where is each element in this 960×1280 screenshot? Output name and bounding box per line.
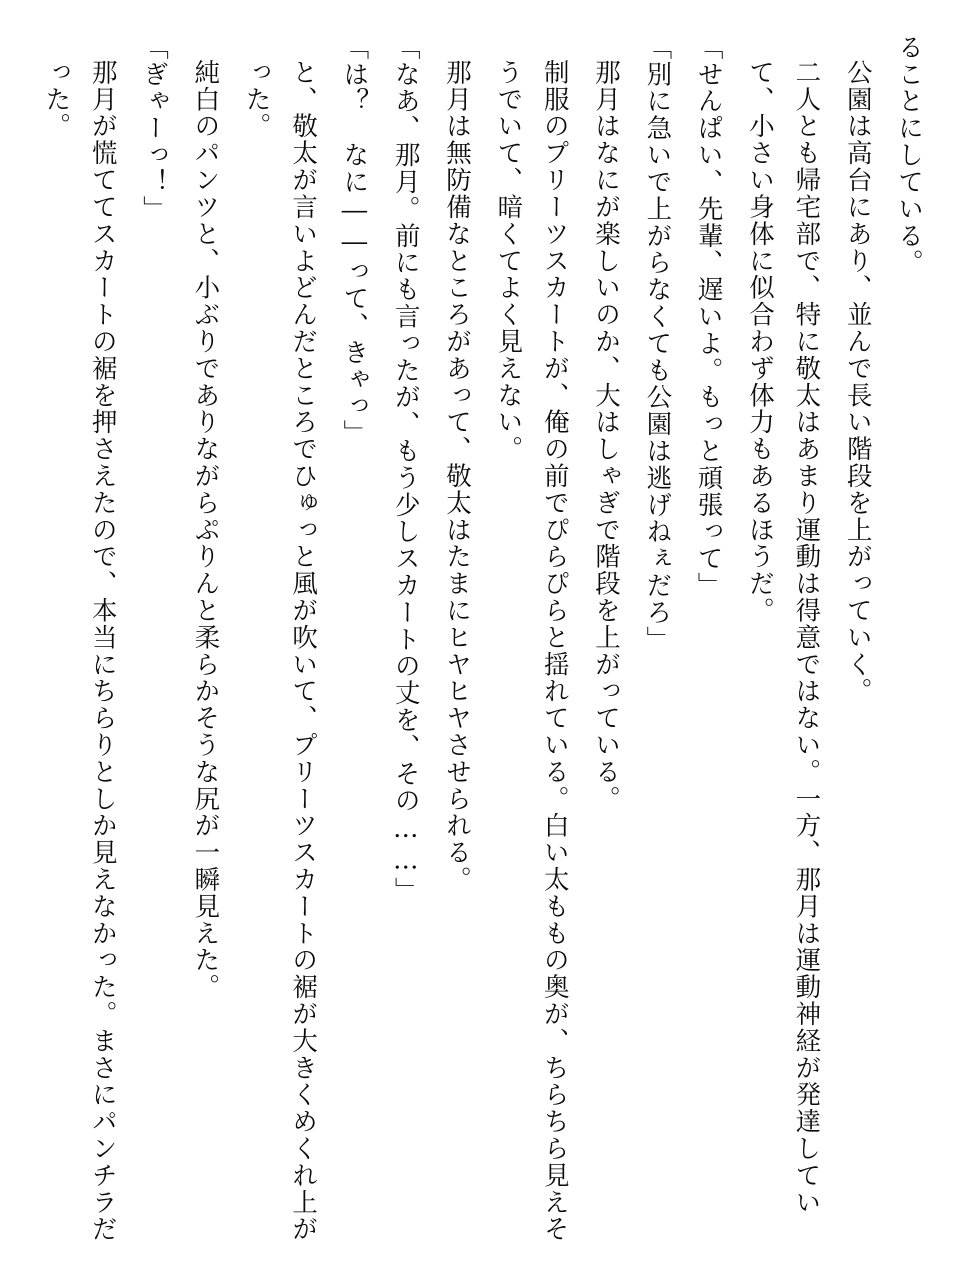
paragraph: 那月は無防備なところがあって、敬太はたまにヒヤヒヤさせられる。 [442,59,472,893]
paragraph: と、敬太が言いよどんだところでひゅっと風が吹いて、プリーツスカートの裾が大きくめくれ上がった。 [241,59,319,1243]
paragraph: 「せんぱい、先輩、遅いよ。もっと頑張って」 [693,34,724,599]
paragraph: 二人とも帰宅部で、特に敬太はあまり運動は得意ではない。一方、那月は運動神経が発達していて、小さい身体に似合わず体力もあるほうだ。 [744,59,822,1216]
paragraph: ることにしている。 [894,34,924,277]
paragraph: 純白のパンツと、小ぶりでありながらぷりんと柔らかそうな尻が一瞬見えた。 [190,59,221,1001]
paragraph: 「は？ なに――って、きゃっ」 [339,34,370,447]
paragraph: 公園は高台にあり、並んで長い階段を上がっていく。 [842,59,873,705]
paragraph: 制服のプリーツスカートが、俺の前でぴらぴらと揺れている。白い太ももの奥が、ちらちら見えそうでいて、暗くてよく見えない。 [493,59,570,1243]
paragraph: 「ぎゃーっ！」 [139,34,170,223]
paragraph: 那月が慌ててスカートの裾を押さえたので、本当にちらりとしか見えなかった。まさにパンチラだった。 [41,59,118,1243]
paragraph: 「別に急いで上がらなくても公園は逃げねぇだろ」 [642,34,673,653]
paragraph: 「なあ、那月。前にも言ったが、もう少しスカートの丈を、その……」 [390,34,421,904]
paragraph: 那月はなにが楽しいのか、大はしゃぎで階段を上がっている。 [591,59,622,813]
vertical-text-body [28,34,932,1246]
